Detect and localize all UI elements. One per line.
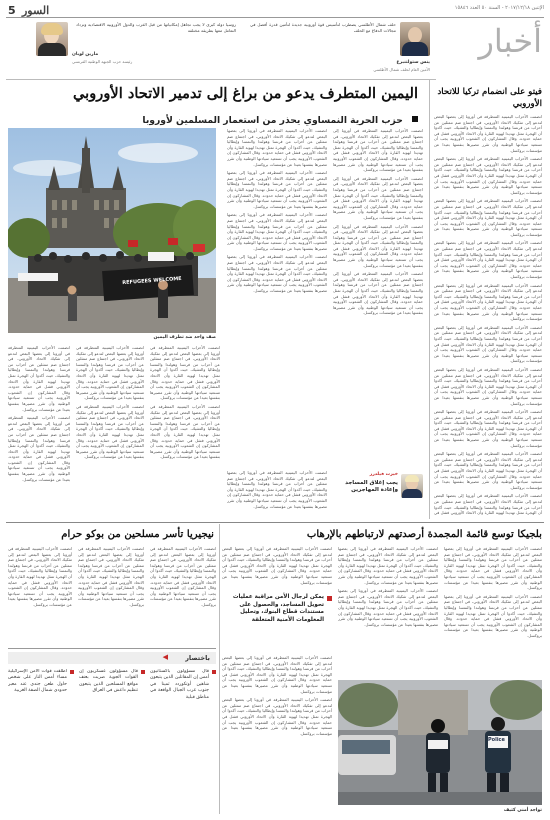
body-paragraph: انضمت الأحزاب اليمينية المتطرفة في أوروبا إلى بعضها البعض لتدعو إلى تفكيك الاتحاد الأوروبي، في اجتماع ضم ممثلين عن أحزاب من فرنسا وهولندا والنمسا وإيطاليا والتشيك، حيث أكدوا أن الهجرة تمثل تهديدا لهوية القارة وأن الاتحاد الأوروبي فشل في حماية حدوده. وقال المشاركون إن الشعوب الأوروبية يجب أن تستعيد سيادتها الوطنية وأن تقرر مصيرها بنفسها بعيدا عن مؤسسات بروكسل.: [434, 409, 542, 448]
body-paragraph: انضمت الأحزاب اليمينية المتطرفة في أوروبا إلى بعضها البعض لتدعو إلى تفكيك الاتحاد الأوروبي، في اجتماع ضم ممثلين عن أحزاب من فرنسا وهولندا والنمسا وإيطاليا والتشيك، حيث أكدوا أن الهجرة تمثل تهديدا لهوية القارة وأن الاتحاد الأوروبي فشل في حماية حدوده. وقال المشاركون إن الشعوب الأوروبية يجب أن تستعيد سيادتها الوطنية وأن تقرر مصيرها بنفسها بعيدا عن مؤسسات بروكسل.: [434, 198, 542, 237]
quote-text: حلف شمال الأطلسي يضطرب لتأسيس قوة أوروبية جديدة لتأمين قدرة أفضل في مجالات الدفاع مع الحلف: [250, 22, 396, 33]
body-paragraph: انضمت الأحزاب اليمينية المتطرفة في أوروبا إلى بعضها البعض لتدعو إلى تفكيك الاتحاد الأوروبي، في اجتماع ضم ممثلين عن أحزاب من فرنسا وهولندا والنمسا وإيطاليا والتشيك، حيث أكدوا أن الهجرة تمثل تهديدا لهوية القارة وأن الاتحاد الأوروبي فشل في حماية حدوده. وقال المشاركون إن الشعوب الأوروبية يجب أن تستعيد سيادتها الوطنية وأن تقرر مصيرها بنفسها بعيدا عن مؤسسات بروكسل.: [222, 655, 332, 694]
turkey-body: [434, 114, 542, 516]
main-body-col-5: [150, 345, 220, 495]
logo: السور: [22, 4, 50, 17]
bullet-icon: [327, 596, 332, 601]
quote-role: الأمين العام لحلف شمال الأطلسي: [373, 67, 430, 72]
police-photo: [338, 680, 542, 805]
avatar: [36, 22, 68, 56]
body-paragraph: انضمت الأحزاب اليمينية المتطرفة في أوروبا إلى بعضها البعض لتدعو إلى تفكيك الاتحاد الأوروبي، في اجتماع ضم ممثلين عن أحزاب من فرنسا وهولندا والنمسا وإيطاليا والتشيك، حيث أكدوا أن الهجرة تمثل تهديدا لهوية القارة وأن الاتحاد الأوروبي فشل في حماية حدوده. وقال المشاركون إن الشعوب الأوروبية يجب أن تستعيد سيادتها الوطنية وأن تقرر مصيرها بنفسها بعيدا عن مؤسسات بروكسل.: [338, 588, 438, 627]
body-paragraph: انضمت الأحزاب اليمينية المتطرفة في أوروبا إلى بعضها البعض لتدعو إلى تفكيك الاتحاد الأوروبي، في اجتماع ضم ممثلين عن أحزاب من فرنسا وهولندا والنمسا وإيطاليا والتشيك، حيث أكدوا أن الهجرة تمثل تهديدا لهوية القارة وأن الاتحاد الأوروبي فشل في حماية حدوده. وقال المشاركون إن الشعوب الأوروبية يجب أن تستعيد سيادتها الوطنية وأن تقرر مصيرها بنفسها بعيدا عن مؤسسات بروكسل.: [227, 254, 327, 294]
body-paragraph: انضمت الأحزاب اليمينية المتطرفة في أوروبا إلى بعضها البعض لتدعو إلى تفكيك الاتحاد الأوروبي، في اجتماع ضم ممثلين عن أحزاب من فرنسا وهولندا والنمسا وإيطاليا والتشيك، حيث أكدوا أن الهجرة تمثل تهديدا لهوية القارة وأن الاتحاد الأوروبي فشل في حماية حدوده. وقال المشاركون إن الشعوب الأوروبية يجب أن تستعيد سيادتها الوطنية وأن تقرر مصيرها بنفسها بعيدا عن مؤسسات بروكسل.: [76, 345, 144, 401]
bullet-icon: [412, 116, 418, 122]
masthead-rule: [6, 17, 544, 18]
quote-name: ينس ستولتنبرغ: [396, 60, 430, 65]
body-paragraph: انضمت الأحزاب اليمينية المتطرفة في أوروبا إلى بعضها البعض لتدعو إلى تفكيك الاتحاد الأوروبي، في اجتماع ضم ممثلين عن أحزاب من فرنسا وهولندا والنمسا وإيطاليا والتشيك، حيث أكدوا أن الهجرة تمثل تهديدا لهوية القارة وأن الاتحاد الأوروبي فشل في حماية حدوده. وقال المشاركون إن الشعوب الأوروبية يجب أن تستعيد سيادتها الوطنية وأن تقرر مصيرها بنفسها بعيدا عن مؤسسات بروكسل.: [227, 470, 327, 509]
police-photo-caption: تواجد أمني كثيف: [503, 808, 542, 813]
pull-quote-text: يجب إغلاق المساجد وإعادة المهاجرين: [345, 480, 398, 493]
body-paragraph: انضمت الأحزاب اليمينية المتطرفة في أوروبا إلى بعضها البعض لتدعو إلى تفكيك الاتحاد الأوروبي، في اجتماع ضم ممثلين عن أحزاب من فرنسا وهولندا والنمسا وإيطاليا والتشيك، حيث أكدوا أن الهجرة تمثل تهديدا لهوية القارة وأن الاتحاد الأوروبي فشل في حماية حدوده. وقال المشاركون إن الشعوب الأوروبية يجب أن تستعيد سيادتها الوطنية وأن تقرر مصيرها بنفسها بعيدا عن مؤسسات بروكسل.: [8, 345, 70, 412]
mid-rule: [6, 522, 544, 523]
body-paragraph: انضمت الأحزاب اليمينية المتطرفة في أوروبا إلى بعضها البعض لتدعو إلى تفكيك الاتحاد الأوروبي، في اجتماع ضم ممثلين عن أحزاب من فرنسا وهولندا والنمسا وإيطاليا والتشيك، حيث أكدوا أن الهجرة تمثل تهديدا لهوية القارة وأن الاتحاد الأوروبي فشل في حماية حدوده. وقال المشاركون إن الشعوب الأوروبية يجب أن تستعيد سيادتها الوطنية وأن تقرر مصيرها بنفسها بعيدا عن مؤسسات بروكسل.: [333, 175, 423, 220]
body-paragraph: انضمت الأحزاب اليمينية المتطرفة في أوروبا إلى بعضها البعض لتدعو إلى تفكيك الاتحاد الأوروبي، في اجتماع ضم ممثلين عن أحزاب من فرنسا وهولندا والنمسا وإيطاليا والتشيك، حيث أكدوا أن الهجرة تمثل تهديدا لهوية القارة وأن الاتحاد الأوروبي فشل في حماية حدوده. وقال المشاركون إن الشعوب الأوروبية يجب أن تستعيد سيادتها الوطنية وأن تقرر مصيرها بنفسها بعيدا عن مؤسسات بروكسل.: [434, 366, 542, 406]
top-quote-stoltenberg: [245, 22, 430, 76]
belgium-body-col-2: [338, 546, 438, 676]
subhead-text: حزب الحرية النمساوي يحذر من استعمار المسلمين لأوروبا: [142, 115, 403, 126]
body-paragraph: انضمت الأحزاب اليمينية المتطرفة في أوروبا إلى بعضها البعض لتدعو إلى تفكيك الاتحاد الأوروبي، في اجتماع ضم ممثلين عن أحزاب من فرنسا وهولندا والنمسا وإيطاليا والتشيك، حيث أكدوا أن الهجرة تمثل تهديدا لهوية القارة وأن الاتحاد الأوروبي فشل في حماية حدوده. وقال المشاركون إن الشعوب الأوروبية يجب أن تستعيد سيادتها الوطنية وأن تقرر مصيرها بنفسها بعيدا عن مؤسسات بروكسل.: [150, 345, 220, 401]
body-paragraph: انضمت الأحزاب اليمينية المتطرفة في أوروبا إلى بعضها البعض لتدعو إلى تفكيك الاتحاد الأوروبي، في اجتماع ضم ممثلين عن أحزاب من فرنسا وهولندا والنمسا وإيطاليا والتشيك، حيث أكدوا أن الهجرة تمثل تهديدا لهوية القارة وأن الاتحاد الأوروبي فشل في حماية حدوده. وقال المشاركون إن الشعوب الأوروبية يجب أن تستعيد سيادتها الوطنية وأن تقرر مصيرها بنفسها بعيدا عن مؤسسات بروكسل.: [76, 403, 144, 460]
brief-item: [79, 669, 145, 805]
brief-text: قال مسؤولون عسكريون إن القوات الجوية ضربت بعنف مواقع المسلحين الذين يتبعون تنظيم داعش في العراق: [79, 669, 138, 694]
sidebar-rule: [429, 79, 430, 519]
brief-text: قال مسؤولون باكستانيون أمس إن المقاتلين الذين يتبعون شاهين أوتكوردد ثمينا في جنوب غرب الجبال الواقعة في مناطق قبلية: [150, 669, 209, 700]
body-paragraph: انضمت الأحزاب اليمينية المتطرفة في أوروبا إلى بعضها البعض لتدعو إلى تفكيك الاتحاد الأوروبي، في اجتماع ضم ممثلين عن أحزاب من فرنسا وهولندا والنمسا وإيطاليا والتشيك، حيث أكدوا أن الهجرة تمثل تهديدا لهوية القارة وأن الاتحاد الأوروبي فشل في حماية حدوده. وقال المشاركون إن الشعوب الأوروبية يجب أن تستعيد سيادتها الوطنية وأن تقرر مصيرها بنفسها بعيدا عن مؤسسات بروكسل.: [150, 546, 216, 607]
belgium-pull-quote: [220, 594, 332, 652]
nigeria-body-col-2: [78, 546, 144, 644]
body-paragraph: انضمت الأحزاب اليمينية المتطرفة في أوروبا إلى بعضها البعض لتدعو إلى تفكيك الاتحاد الأوروبي، في اجتماع ضم ممثلين عن أحزاب من فرنسا وهولندا والنمسا وإيطاليا والتشيك، حيث أكدوا أن الهجرة تمثل تهديدا لهوية القارة وأن الاتحاد الأوروبي فشل في حماية حدوده. وقال المشاركون إن الشعوب الأوروبية يجب أن تستعيد سيادتها الوطنية وأن تقرر مصيرها بنفسها بعيدا عن مؤسسات بروكسل.: [333, 271, 423, 316]
main-headline: اليمين المتطرف يدعو من براغ إلى تدمير الاتحاد الأوروبي: [73, 85, 418, 102]
bullet-icon: [70, 670, 74, 674]
quote-name: مارين لوبان: [72, 52, 99, 57]
main-body-col-4: [76, 345, 144, 495]
page-number: 5: [8, 4, 16, 17]
brief-item: [8, 669, 74, 805]
police-label: Police: [488, 737, 505, 743]
main-body-col-1: [227, 128, 327, 468]
body-paragraph: انضمت الأحزاب اليمينية المتطرفة في أوروبا إلى بعضها البعض لتدعو إلى تفكيك الاتحاد الأوروبي، في اجتماع ضم ممثلين عن أحزاب من فرنسا وهولندا والنمسا وإيطاليا والتشيك، حيث أكدوا أن الهجرة تمثل تهديدا لهوية القارة وأن الاتحاد الأوروبي فشل في حماية حدوده. وقال المشاركون إن الشعوب الأوروبية يجب أن تستعيد سيادتها الوطنية وأن تقرر مصيرها بنفسها بعيدا عن مؤسسات بروكسل.: [222, 697, 332, 736]
pull-quote-text: يمكن لرجال الأمن مراقبة عمليات تحويل المساجد، والحصول على مستندات قطاع البنوك، وتحليل المعلومات الأمنية المتعلقة: [232, 594, 324, 623]
body-paragraph: انضمت الأحزاب اليمينية المتطرفة في أوروبا إلى بعضها البعض لتدعو إلى تفكيك الاتحاد الأوروبي، في اجتماع ضم ممثلين عن أحزاب من فرنسا وهولندا والنمسا وإيطاليا والتشيك، حيث أكدوا أن الهجرة تمثل تهديدا لهوية القارة وأن الاتحاد الأوروبي فشل في: [434, 493, 542, 516]
bullet-icon: [141, 670, 145, 674]
photo-caption: صف واحد ضد تطرف اليمين: [153, 335, 216, 340]
avatar: [400, 22, 430, 56]
body-paragraph: انضمت الأحزاب اليمينية المتطرفة في أوروبا إلى بعضها البعض لتدعو إلى تفكيك الاتحاد الأوروبي، في اجتماع ضم ممثلين عن أحزاب من فرنسا وهولندا والنمسا وإيطاليا والتشيك، حيث أكدوا أن الهجرة تمثل تهديدا لهوية القارة وأن الاتحاد الأوروبي فشل في حماية حدوده. وقال المشاركون إن الشعوب الأوروبية يجب أن تستعيد سيادتها الوطنية وأن تقرر مصيرها بنفسها بعيدا عن مؤسسات بروكسل.: [444, 593, 542, 638]
briefs-title: باختصار: [185, 654, 210, 662]
chevron-left-icon: ◀: [162, 653, 168, 661]
briefs-header: [8, 652, 216, 664]
pull-quote-name: خيرت فيلدرز: [369, 472, 398, 477]
body-paragraph: انضمت الأحزاب اليمينية المتطرفة في أوروبا إلى بعضها البعض لتدعو إلى تفكيك الاتحاد الأوروبي، في اجتماع ضم ممثلين عن أحزاب من فرنسا وهولندا والنمسا وإيطاليا والتشيك، حيث أكدوا أن الهجرة تمثل تهديدا لهوية القارة وأن الاتحاد الأوروبي فشل في حماية حدوده. وقال المشاركون إن الشعوب الأوروبية يجب أن تستعيد سيادتها الوطنية وأن تقرر مصيرها بنفسها بعيدا عن مؤسسات بروكسل.: [227, 128, 327, 167]
body-paragraph: انضمت الأحزاب اليمينية المتطرفة في أوروبا إلى بعضها البعض لتدعو إلى تفكيك الاتحاد الأوروبي، في اجتماع ضم ممثلين عن أحزاب من فرنسا وهولندا والنمسا وإيطاليا والتشيك، حيث أكدوا أن الهجرة تمثل تهديدا لهوية القارة وأن الاتحاد الأوروبي فشل في حماية حدوده. وقال المشاركون إن الشعوب الأوروبية يجب أن تستعيد سيادتها الوطنية وأن تقرر مصيرها بنفسها بعيدا عن مؤسسات بروكسل.: [150, 403, 220, 460]
body-paragraph: انضمت الأحزاب اليمينية المتطرفة في أوروبا إلى بعضها البعض لتدعو إلى تفكيك الاتحاد الأوروبي، في اجتماع ضم ممثلين عن أحزاب من فرنسا وهولندا والنمسا وإيطاليا والتشيك، حيث أكدوا أن الهجرة تمثل تهديدا لهوية القارة وأن الاتحاد الأوروبي فشل في حماية حدوده. وقال المشاركون إن الشعوب الأوروبية يجب أن تستعيد سيادتها الوطنية وأن تقرر مصيرها بنفسها بعيدا عن مؤسسات بروكسل.: [333, 223, 423, 268]
body-paragraph: انضمت الأحزاب اليمينية المتطرفة في أوروبا إلى بعضها البعض لتدعو إلى تفكيك الاتحاد الأوروبي، في اجتماع ضم ممثلين عن أحزاب من فرنسا وهولندا والنمسا وإيطاليا والتشيك، حيث أكدوا أن الهجرة تمثل تهديدا لهوية القارة وأن الاتحاد الأوروبي فشل في حماية حدوده. وقال المشاركون إن الشعوب الأوروبية يجب أن تستعيد سيادتها الوطنية وأن تقرر مصيرها بنفسها بعيدا عن مؤسسات بروكسل.: [338, 546, 438, 585]
body-paragraph: انضمت الأحزاب اليمينية المتطرفة في أوروبا إلى بعضها البعض لتدعو إلى تفكيك الاتحاد الأوروبي، في اجتماع ضم ممثلين عن أحزاب من فرنسا وهولندا والنمسا وإيطاليا والتشيك، حيث أكدوا أن الهجرة تمثل تهديدا لهوية القارة وأن الاتحاد الأوروبي فشل في حماية حدوده. وقال المشاركون إن الشعوب الأوروبية يجب أن تستعيد سيادتها الوطنية وأن تقرر مصيرها بنفسها بعيدا عن مؤسسات بروكسل.: [434, 451, 542, 490]
main-body-col-6: [227, 470, 327, 518]
bullet-icon: [212, 670, 216, 674]
body-paragraph: انضمت الأحزاب اليمينية المتطرفة في أوروبا إلى بعضها البعض لتدعو إلى تفكيك الاتحاد الأوروبي، في اجتماع ضم ممثلين عن أحزاب من فرنسا وهولندا والنمسا وإيطاليا والتشيك، حيث أكدوا أن الهجرة تمثل تهديدا لهوية القارة وأن الاتحاد الأوروبي فشل في حماية حدوده. وقال المشاركون إن الشعوب الأوروبية يجب أن تستعيد سيادتها الوطنية وأن تقرر مصيرها بنفسها بعيدا عن مؤسسات بروكسل.: [444, 546, 542, 591]
belgium-body-col-4: [222, 655, 332, 805]
body-paragraph: انضمت الأحزاب اليمينية المتطرفة في أوروبا إلى بعضها البعض لتدعو إلى تفكيك الاتحاد الأوروبي، في اجتماع ضم ممثلين عن أحزاب من فرنسا وهولندا والنمسا وإيطاليا والتشيك، حيث أكدوا أن الهجرة تمثل تهديدا لهوية القارة وأن الاتحاد الأوروبي فشل في حماية حدوده. وقال المشاركون إن الشعوب الأوروبية يجب أن تستعيد سيادتها الوطنية وأن تقرر مصيرها بنفسها بعيدا عن مؤسسات بروكسل.: [434, 114, 542, 153]
nigeria-headline: نيجيريا تأسر مسلحين من بوكو حرام: [61, 528, 214, 540]
quote-role: رئيسة حزب الجبهة الوطنية الفرنسي: [72, 59, 133, 64]
top-quotes-rule: [6, 79, 436, 80]
body-paragraph: انضمت الأحزاب اليمينية المتطرفة في أوروبا إلى بعضها البعض لتدعو إلى تفكيك الاتحاد الأوروبي، في اجتماع ضم ممثلين عن أحزاب من فرنسا وهولندا والنمسا وإيطاليا والتشيك، حيث أكدوا أن الهجرة تمثل تهديدا لهوية القارة وأن الاتحاد الأوروبي فشل في حماية حدوده. وقال المشاركون إن الشعوب الأوروبية يجب أن تستعيد سيادتها الوطنية وأن تقرر مصيرها بنفسها بعيدا عن مؤسسات بروكسل.: [434, 156, 542, 195]
issue-date: الإثنين ٢٠١٧/١٢/١٨ - السنة ٥٠ العدد ١٥٨٤٦: [454, 5, 544, 11]
main-subhead: [90, 108, 418, 126]
turkey-headline: فيتو على انضمام تركيا للاتحاد الأوروبي: [437, 87, 542, 109]
body-paragraph: انضمت الأحزاب اليمينية المتطرفة في أوروبا إلى بعضها البعض لتدعو إلى تفكيك الاتحاد الأوروبي، في اجتماع ضم ممثلين عن أحزاب من فرنسا وهولندا والنمسا وإيطاليا والتشيك، حيث أكدوا أن الهجرة تمثل تهديدا لهوية القارة وأن الاتحاد الأوروبي فشل في حماية حدوده. وقال المشاركون إن الشعوب الأوروبية يجب أن تستعيد سيادتها الوطنية وأن تقرر مصيرها بنفسها بعيدا عن مؤسسات بروكسل.: [434, 324, 542, 364]
body-paragraph: انضمت الأحزاب اليمينية المتطرفة في أوروبا إلى بعضها البعض لتدعو إلى تفكيك الاتحاد الأوروبي، في اجتماع ضم ممثلين عن أحزاب من فرنسا وهولندا والنمسا وإيطاليا والتشيك، حيث أكدوا أن الهجرة تمثل تهديدا لهوية القارة وأن الاتحاد الأوروبي فشل في حماية حدوده. وقال المشاركون إن الشعوب الأوروبية يجب أن تستعيد سيادتها الوطنية وأن تقرر مصيرها بنفسها بعيدا عن مؤسسات بروكسل.: [78, 546, 144, 607]
main-body-col-2: [333, 128, 423, 468]
body-paragraph: انضمت الأحزاب اليمينية المتطرفة في أوروبا إلى بعضها البعض لتدعو إلى تفكيك الاتحاد الأوروبي، في اجتماع ضم ممثلين عن أحزاب من فرنسا وهولندا والنمسا وإيطاليا والتشيك، حيث أكدوا أن الهجرة تمثل تهديدا لهوية القارة وأن الاتحاد الأوروبي فشل في حماية حدوده. وقال المشاركون إن الشعوب الأوروبية يجب أن تستعيد سيادتها الوطنية وأن تقرر مصيرها بنفسها بعيدا عن مؤسسات بروكسل.: [434, 240, 542, 280]
brief-text: أطلقت قوات الأمن الإسرائيلية مساء أمس النار على شخص حاول طعن جندي عند معبر حدودي شمال الضفة الغربية: [8, 669, 67, 694]
briefs-box: [8, 648, 216, 809]
section-title: أخبار: [478, 22, 542, 60]
main-body-col-3: [8, 345, 70, 495]
belgium-headline: بلجيكا توسع قائمة المجمدة أرصدتهم لارتباطهم بالإرهاب: [306, 528, 542, 540]
protest-photo: [8, 128, 216, 333]
body-paragraph: انضمت الأحزاب اليمينية المتطرفة في أوروبا إلى بعضها البعض لتدعو إلى تفكيك الاتحاد الأوروبي، في اجتماع ضم ممثلين عن أحزاب من فرنسا وهولندا والنمسا وإيطاليا والتشيك، حيث أكدوا أن الهجرة تمثل تهديدا لهوية القارة وأن الاتحاد الأوروبي فشل في حماية حدوده. وقال المشاركون إن الشعوب الأوروبية يجب أن تستعيد سيادتها الوطنية وأن تقرر مصيرها بنفسها بعيدا عن مؤسسات بروكسل.: [333, 128, 423, 173]
body-paragraph: انضمت الأحزاب اليمينية المتطرفة في أوروبا إلى بعضها البعض لتدعو إلى تفكيك الاتحاد الأوروبي، في اجتماع ضم ممثلين عن أحزاب من فرنسا وهولندا والنمسا وإيطاليا والتشيك، حيث أكدوا أن الهجرة تمثل تهديدا لهوية القارة وأن الاتحاد الأوروبي فشل في حماية حدوده. وقال المشاركون إن الشعوب الأوروبية يجب أن تستعيد سيادتها الوطنية وأن تقرر مصيرها بنفسها بعيدا عن مؤسسات بروكسل.: [227, 212, 327, 251]
belgium-body-col-1: [444, 546, 542, 676]
banner-text: REFUGEES WELCOME: [122, 275, 182, 287]
nigeria-body-col-3: [150, 546, 216, 644]
top-quote-lepen: [36, 22, 236, 76]
avatar: [401, 474, 423, 498]
body-paragraph: انضمت الأحزاب اليمينية المتطرفة في أوروبا إلى بعضها البعض لتدعو إلى تفكيك الاتحاد الأوروبي، في اجتماع ضم ممثلين عن أحزاب من فرنسا وهولندا والنمسا وإيطاليا والتشيك، حيث أكدوا أن الهجرة تمثل تهديدا لهوية القارة وأن الاتحاد الأوروبي فشل في حماية حدوده. وقال المشاركون إن الشعوب الأوروبية يجب أن تستعيد سيادتها الوطنية وأن تقرر مصيرها بنفسها بعيدا عن مؤسسات بروكسل.: [8, 546, 72, 607]
nigeria-body-col-1: [8, 546, 72, 644]
body-paragraph: انضمت الأحزاب اليمينية المتطرفة في أوروبا إلى بعضها البعض لتدعو إلى تفكيك الاتحاد الأوروبي، في اجتماع ضم ممثلين عن أحزاب من فرنسا وهولندا والنمسا وإيطاليا والتشيك، حيث أكدوا أن الهجرة تمثل تهديدا لهوية القارة وأن الاتحاد الأوروبي فشل في حماية حدوده. وقال المشاركون إن الشعوب الأوروبية يجب أن تستعيد سيادتها الوطنية وأن تقرر مصيرها بنفسها بعيدا عن مؤسسات بروكسل.: [8, 415, 70, 482]
brief-item: [150, 669, 216, 805]
nigeria-rule: [219, 524, 220, 814]
quote-text: روسيا دولة كبرى لا يجب تجاهل إمكانياتها من قبل الغرب والدول الأوروبية الاقتصادية وتزداد التعامل معها بطريقة مختلفة: [76, 22, 236, 33]
body-paragraph: انضمت الأحزاب اليمينية المتطرفة في أوروبا إلى بعضها البعض لتدعو إلى تفكيك الاتحاد الأوروبي، في اجتماع ضم ممثلين عن أحزاب من فرنسا وهولندا والنمسا وإيطاليا والتشيك، حيث أكدوا أن الهجرة تمثل تهديدا لهوية القارة وأن الاتحاد الأوروبي فشل في حماية حدوده. وقال المشاركون إن الشعوب الأوروبية يجب أن تستعيد سيادتها الوطنية وأن تقرر مصيرها بنفسها بعيدا عن مؤسسات بروكسل.: [227, 170, 327, 209]
pull-quote-wilders: [335, 470, 423, 518]
body-paragraph: انضمت الأحزاب اليمينية المتطرفة في أوروبا إلى بعضها البعض لتدعو إلى تفكيك الاتحاد الأوروبي، في اجتماع ضم ممثلين عن أحزاب من فرنسا وهولندا والنمسا وإيطاليا والتشيك، حيث أكدوا أن الهجرة تمثل تهديدا لهوية القارة وأن الاتحاد الأوروبي فشل في حماية حدوده. وقال المشاركون إن الشعوب الأوروبية يجب أن تستعيد سيادتها الوطنية وأن تقرر مصيرها بنفسها بعيدا عن مؤسسات بروكسل.: [434, 282, 542, 322]
body-paragraph: انضمت الأحزاب اليمينية المتطرفة في أوروبا إلى بعضها البعض لتدعو إلى تفكيك الاتحاد الأوروبي، في اجتماع ضم ممثلين عن أحزاب من فرنسا وهولندا والنمسا وإيطاليا والتشيك، حيث أكدوا أن الهجرة تمثل تهديدا لهوية القارة وأن الاتحاد الأوروبي فشل في حماية حدوده. وقال المشاركون إن الشعوب الأوروبية يجب أن تستعيد سيادتها الوطنية وأن تقرر مصيرها بنفسها بعيدا عن مؤسسات بروكسل.: [222, 546, 332, 585]
belgium-body-col-3: [222, 546, 332, 591]
